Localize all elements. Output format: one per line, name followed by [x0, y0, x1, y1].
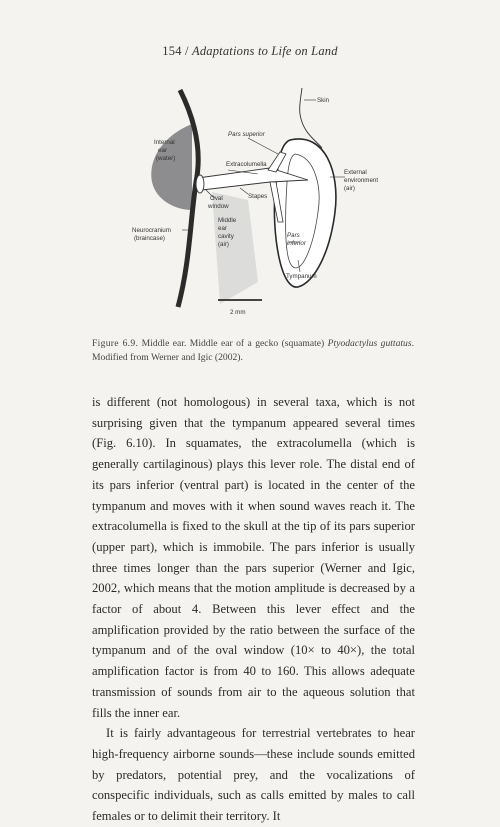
figure-number: Figure 6.9.: [92, 338, 139, 349]
label-middle-ear-1: Middle: [218, 217, 237, 224]
label-skin: Skin: [317, 97, 330, 104]
running-head-title: Adaptations to Life on Land: [192, 44, 338, 58]
caption-text-1: Middle ear. Middle ear of a gecko (squamate): [138, 338, 328, 349]
label-external-env-2: environment: [344, 177, 379, 184]
tympanum-outer: [274, 139, 336, 287]
oval-window-footplate: [196, 175, 204, 193]
label-external-env-3: (air): [344, 185, 355, 192]
label-neurocranium-1: Neurocranium: [132, 227, 171, 234]
label-oval-window-1: Oval: [210, 195, 223, 202]
figure-caption: [92, 337, 414, 364]
page-number: 154: [162, 44, 182, 58]
caption-species: Ptyodactylus guttatus: [327, 338, 412, 349]
middle-ear-diagram: [130, 82, 390, 322]
label-oval-window-2: window: [208, 203, 229, 210]
label-pars-inferior-2: inferior: [287, 240, 306, 247]
label-stapes: Stapes: [248, 193, 268, 200]
caption-text-2: . Modified from Werner and Igic (2002).: [92, 338, 414, 363]
label-scale: 2 mm: [230, 309, 246, 316]
paragraph-2: It is fairly advantageous for terrestrial vertebrates to hear high-frequency airborne sounds—these include sounds emitted by predators, potential prey, and the vocalizations of conspecific individuals, such as calls emitted by males to call females or to delimit their territory. It: [92, 726, 415, 824]
label-pars-inferior-1: Pars: [287, 232, 300, 239]
label-pars-superior: Pars superior: [228, 131, 265, 138]
label-neurocranium-2: (braincase): [134, 235, 165, 242]
label-external-env-1: External: [344, 169, 367, 176]
label-middle-ear-4: (air): [218, 241, 229, 248]
label-middle-ear-3: cavity: [218, 233, 234, 240]
running-head-separator: /: [184, 44, 189, 58]
label-internal-ear-3: (water): [156, 155, 176, 162]
body-text: [92, 392, 415, 827]
internal-ear-region: [151, 124, 192, 210]
label-internal-ear-2: ear: [158, 147, 167, 154]
label-tympanum: Tympanum: [286, 273, 317, 280]
middle-ear-figure: [130, 82, 390, 322]
label-extracolumella: Extracolumella: [226, 161, 267, 168]
label-internal-ear-1: Internal: [154, 139, 175, 146]
label-middle-ear-2: ear: [218, 225, 227, 232]
running-head: [0, 44, 500, 59]
paragraph-1: is different (not homologous) in several taxa, which is not surprising given that the tympanum appeared several times (Fig. 6.10). In squamates, the extracolumella (which is generally cartilaginous) plays this lever role. The distal end of its pars inferior (ventral part) is located in the center of the tympanum and moves with it when sound waves reach it. The extracolumella is fixed to the skull at the tip of its pars superior (upper part), which is immobile. The pars inferior is usually three times longer than the pars superior (Werner and Igic, 2002, which means that the motion amplitude is decreased by a factor of about 4. Between this lever effect and the amplification provided by the ratio between the surface of the tympanum and of the oval window (10× to 40×), the total amplification factor is from 40 to 160. This allows adequate transmission of sounds from air to the aqueous solution that fills the inner ear.: [92, 395, 415, 720]
